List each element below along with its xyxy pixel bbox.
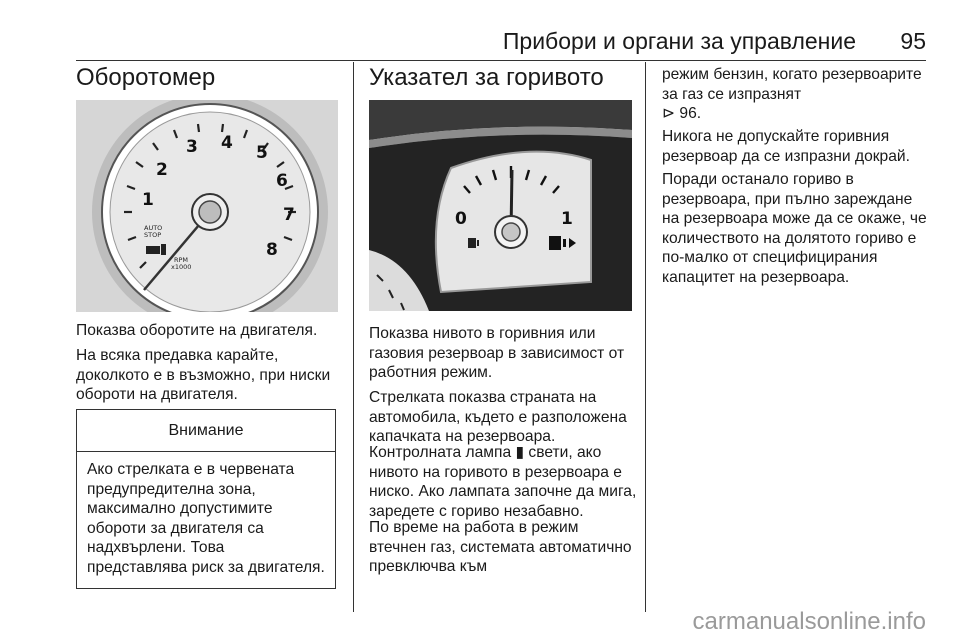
caution-box: [76, 409, 336, 589]
column-divider-left: [353, 62, 354, 612]
auto-stop-label-line2: STOP: [144, 231, 162, 239]
tachometer-image: [76, 100, 338, 312]
page-header: [76, 24, 926, 58]
tach-label-3: 3: [186, 137, 198, 157]
low-fuel-warning: [369, 443, 637, 521]
tach-label-1: 1: [142, 190, 154, 210]
tach-label-4: 4: [221, 133, 233, 153]
cross-reference-page: 96.: [679, 105, 702, 123]
fuel-full-label: 1: [561, 209, 573, 229]
fuel-gauge-desc: Показва нивото в горивния или газовия резервоар в зависимост от работния режим.: [369, 325, 625, 382]
low-fuel-warning-part2: свети, ако нивото на горивото в резервоара е ниско. Ако лампата започне да мига, заредете с гориво незабавно.: [369, 444, 637, 520]
caution-title: Внимание: [77, 410, 335, 452]
tach-label-7: 7: [283, 205, 295, 225]
fuel-arrow-desc: Стрелката показва страната на автомобила, където е разположена капачката на резервоара.: [369, 389, 627, 446]
caution-text: Ако стрелката е в червената предупредителна зона, максимално допустимите обороти за двигателя са надхвърлени. Това представлява риск за двигателя.: [87, 461, 325, 576]
lpg-mode-text-continued: [662, 65, 932, 124]
fuel-gauge-heading: Указател за горивото: [369, 64, 604, 91]
fuel-pump-icon: ▮: [515, 444, 525, 461]
tachometer-heading: Оборотомер: [76, 64, 216, 91]
tachometer-desc: Показва оборотите на двигателя.: [76, 322, 318, 339]
rpm-label: RPM: [174, 256, 189, 264]
auto-stop-label-line1: AUTO: [144, 224, 163, 232]
tach-label-5: 5: [256, 143, 268, 163]
tach-label-8: 8: [266, 240, 278, 260]
lpg-mode-text-main: режим бензин, когато резервоарите за газ се изпразнят: [662, 66, 922, 103]
column-divider-right: [645, 62, 646, 612]
fuel-empty-label: 0: [455, 209, 467, 229]
section-title: Прибори и органи за управление: [502, 28, 856, 54]
empty-tank-warning: Никога не допускайте горивния резервоар да се изпразни докрай.: [662, 128, 910, 165]
rpm-unit-label: x1000: [171, 263, 192, 271]
tach-label-2: 2: [156, 160, 168, 180]
header-divider: [76, 60, 926, 61]
cross-reference-arrow-icon: ⊳: [662, 105, 676, 123]
watermark: carmanualsonline.info: [692, 608, 926, 635]
tachometer-advice: На всяка предавка карайте, доколкото е в възможно, при ниски обороти на двигателя.: [76, 347, 331, 404]
page-number: 95: [900, 28, 926, 54]
residual-fuel-note: Поради останало гориво в резервоара, при пълно зареждане на резервоара може да се окаже, че количеството на долятото гориво е по-малко от специфицирания капацитет на резервоара.: [662, 171, 927, 286]
tach-label-6: 6: [276, 171, 288, 191]
fuel-gauge-image: [369, 100, 632, 311]
lpg-mode-text: По време на работа в режим втечнен газ, системата автоматично превключва към: [369, 519, 632, 576]
low-fuel-warning-part1: Контролната лампа: [369, 444, 512, 461]
